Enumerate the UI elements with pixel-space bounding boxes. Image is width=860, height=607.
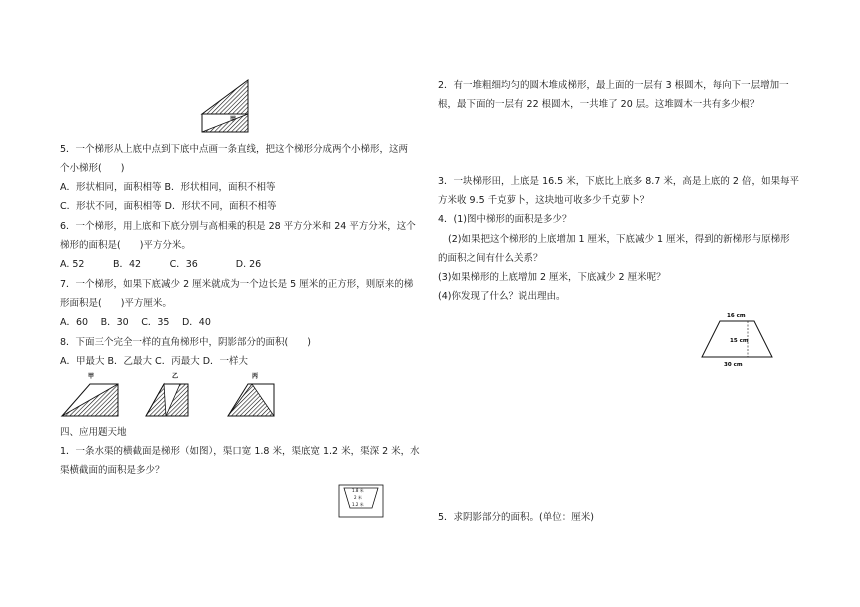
top-fig-label: 甲: [230, 116, 237, 123]
trap-top-label: 16 cm: [727, 313, 746, 319]
app4-line5: (4)你发现了什么？说出理由。: [438, 291, 566, 302]
q8-figure-bing: [226, 370, 278, 420]
canal-bottom-label: 1.2 米: [352, 502, 364, 507]
trap-height-label: 15 cm: [730, 338, 749, 344]
canal-depth-label: 2 米: [354, 495, 362, 500]
q8-label-yi: 乙: [172, 373, 179, 380]
section4-heading: 四、应用题天地: [60, 427, 127, 438]
app1-stem-line1: 1．一条水渠的横截面是梯形（如图），渠口宽 1.8 米，渠底宽 1.2 米，渠深 2 米，水: [60, 446, 420, 457]
app1-stem-line2: 渠横截面的面积是多少？: [60, 465, 165, 476]
app4-line4: (3)如果梯形的上底增加 2 厘米，下底减少 2 厘米呢？: [438, 272, 666, 283]
q7-stem-line2: 形面积是( )平方厘米。: [60, 298, 172, 309]
app4-trapezoid-figure: [700, 310, 780, 370]
q6-stem-line1: 6．一个梯形，用上底和下底分别与高相乘的积是 28 平方分米和 24 平方分米，这个: [60, 221, 416, 232]
app2-line2: 根，最下面的一层有 22 根圆木，一共堆了 20 层。这堆圆木一共有多少根？: [438, 99, 760, 110]
q8-figure-jia: [60, 370, 122, 420]
q6-stem-line2: 梯形的面积是( )平方分米。: [60, 240, 191, 251]
app2-line1: 2．有一堆粗细均匀的圆木堆成梯形，最上面的一层有 3 根圆木，每向下一层增加一: [438, 80, 789, 91]
app3-line1: 3．一块梯形田，上底是 16.5 米，下底比上底多 8.7 米，高是上底的 2 倍，如果每平: [438, 176, 799, 187]
q5-stem-line2: 个小梯形( ): [60, 163, 125, 174]
app4-line2: (2)如果把这个梯形的上底增加 1 厘米，下底减少 1 厘米，得到的新梯形与原梯形: [448, 234, 790, 245]
q8-options: A．甲最大 B．乙最大 C．丙最大 D．一样大: [60, 356, 249, 367]
app4-line3: 的面积之间有什么关系？: [438, 253, 543, 264]
app4-line1: 4．(1)图中梯形的面积是多少？: [438, 214, 572, 225]
q8-figure-yi: [144, 370, 192, 420]
q5-stem-line1: 5．一个梯形从上底中点到下底中点画一条直线，把这个梯形分成两个小梯形，这两: [60, 144, 409, 155]
q5-options-cd: C．形状不同，面积相等 D．形状不同，面积不相等: [60, 201, 277, 212]
q7-stem-line1: 7．一个梯形，如果下底减少 2 厘米就成为一个边长是 5 厘米的正方形，则原来的梯: [60, 279, 414, 290]
q8-label-jia: 甲: [88, 373, 95, 380]
canal-top-label: 1.8 米: [352, 488, 364, 493]
q7-options: A．60 B．30 C．35 D．40: [60, 317, 211, 328]
canal-figure: [338, 484, 384, 518]
app3-line2: 方米收 9.5 千克萝卜，这块地可收多少千克萝卜？: [438, 195, 650, 206]
q5-options-ab: A．形状相同，面积相等 B．形状相同，面积不相等: [60, 182, 276, 193]
top-trapezoid-figure: [200, 78, 252, 134]
q6-options: A. 52 B．42 C．36 D. 26: [60, 259, 262, 270]
q8-stem: 8．下面三个完全一样的直角梯形中，阴影部分的面积( ): [60, 337, 311, 348]
app5-line: 5．求阴影部分的面积。(单位：厘米): [438, 512, 594, 523]
q8-label-bing: 丙: [252, 373, 259, 380]
trap-bottom-label: 30 cm: [724, 362, 743, 368]
